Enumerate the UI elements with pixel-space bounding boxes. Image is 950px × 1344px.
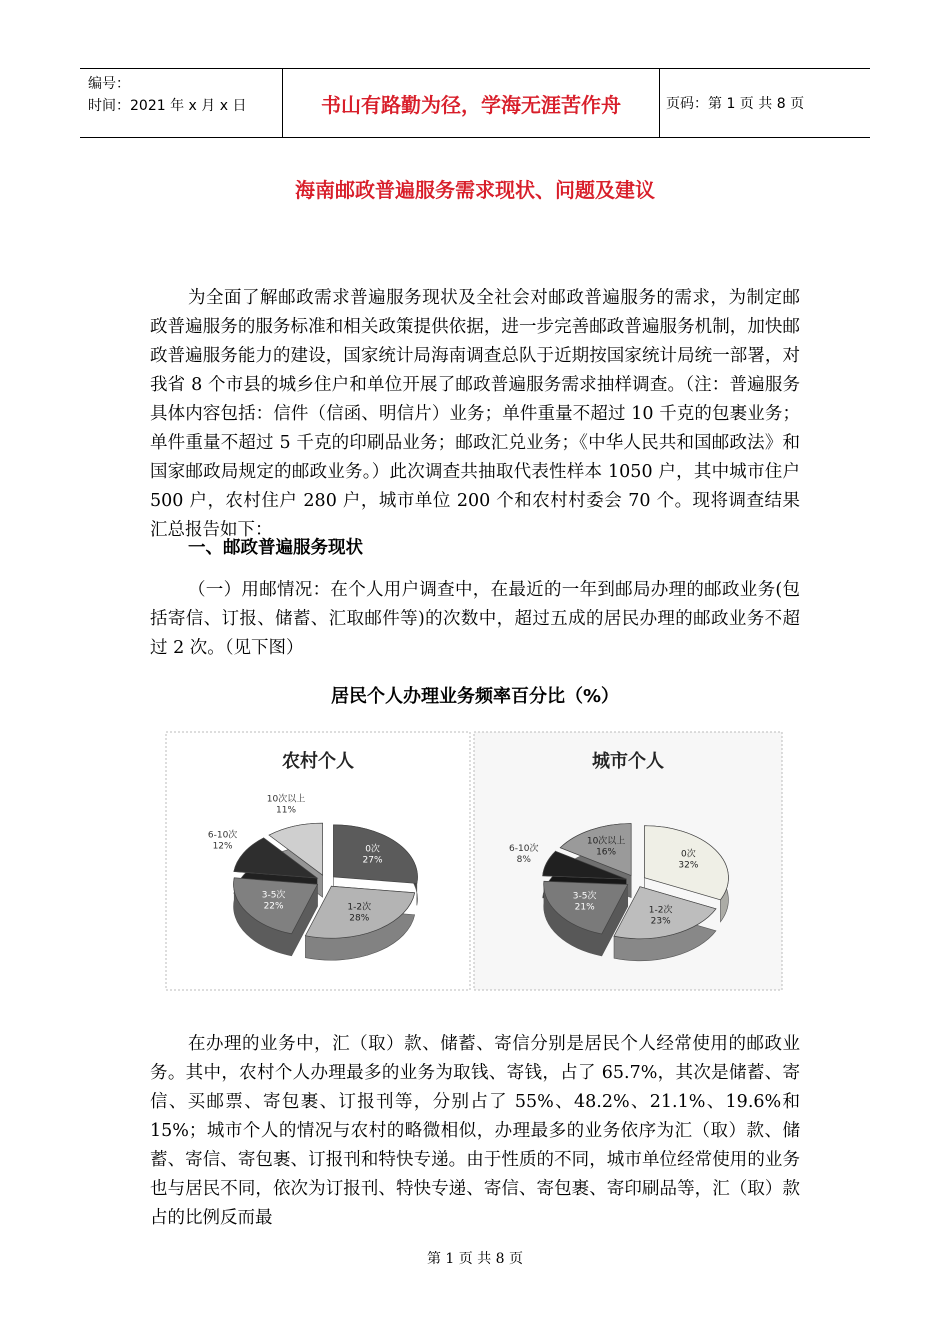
pie-category-label: 0次 xyxy=(365,844,380,855)
pie-category-label: 1-2次 xyxy=(347,902,372,913)
pie-category-label: 0次 xyxy=(681,849,696,860)
pie-percent-label: 16% xyxy=(596,847,617,858)
pie-percent-label: 23% xyxy=(650,916,671,927)
pie-chart-urban xyxy=(473,731,783,991)
pie-category-label: 3-5次 xyxy=(572,891,597,902)
pie-category-label: 6-10次 xyxy=(207,830,238,841)
pie-percent-label: 22% xyxy=(263,901,284,912)
pie-percent-label: 8% xyxy=(516,854,531,865)
pie-percent-label: 28% xyxy=(349,913,370,924)
header-meta xyxy=(80,69,282,137)
pie-chart-rural xyxy=(165,731,471,991)
header-motto: 书山有路勤为径，学海无涯苦作舟 xyxy=(282,69,660,137)
document-title: 海南邮政普遍服务需求现状、问题及建议 xyxy=(295,178,655,202)
pie-title: 农村个人 xyxy=(282,751,354,772)
pie-percent-label: 27% xyxy=(362,855,383,866)
header-page-info: 页码：第 1 页 共 8 页 xyxy=(666,96,805,112)
pie-chart-urban-svg xyxy=(473,731,783,991)
pie-percent-label: 12% xyxy=(212,841,233,852)
section-heading-1: 一、邮政普遍服务现状 xyxy=(188,538,363,558)
business-paragraph: 在办理的业务中，汇（取）款、储蓄、寄信分别是居民个人经常使用的邮政业务。其中，农村个人办理最多的业务为取钱、寄钱，占了 65.7%，其次是储蓄、寄信、买邮票、寄包裹、订报刊等，分别占了 55%、48.2%、21.1%、19.6%和 15%；城市个人的情况与农村的略微相似，办理最多的业务依序为汇（取）款、储蓄、寄信、寄包裹、订报刊和特快专递。由于性质的不同，城市单位经常使用的业务也与居民不同，依次为订报刊、特快专递、寄信、寄包裹、寄印刷品等，汇（取）款占的比例反而最 xyxy=(150,1034,800,1228)
pie-percent-label: 11% xyxy=(276,805,297,816)
intro-paragraph: 为全面了解邮政需求普遍服务现状及全社会对邮政普遍服务的需求，为制定邮政普遍服务的服务标准和相关政策提供依据，进一步完善邮政普遍服务机制，加快邮政普遍服务能力的建设，国家统计局海南调查总队于近期按国家统计局统一部署，对我省 8 个市县的城乡住户和单位开展了邮政普遍服务需求抽样调查。（注：普遍服务具体内容包括：信件（信函、明信片）业务；单件重量不超过 10 千克的包裹业务；单件重量不超过 5 千克的印刷品业务；邮政汇兑业务；《中华人民共和国邮政法》和国家邮政局规定的邮政业务。）此次调查共抽取代表性样本 1050 户，其中城市住户 500 户，农村住户 280 户，城市单位 200 个和农村村委会 70 个。现将调查结果汇总报告如下： xyxy=(150,288,800,540)
pie-percent-label: 21% xyxy=(574,902,595,913)
pie-category-label: 6-10次 xyxy=(509,843,539,854)
chart-title: 居民个人办理业务频率百分比（%） xyxy=(330,686,620,707)
pie-category-label: 1-2次 xyxy=(648,905,673,916)
pie-category-label: 10次以上 xyxy=(266,794,306,805)
pie-title: 城市个人 xyxy=(592,751,664,772)
pie-percent-label: 32% xyxy=(678,860,699,871)
usage-paragraph: （一）用邮情况：在个人用户调查中，在最近的一年到邮局办理的邮政业务(包括寄信、订报、储蓄、汇取邮件等)的次数中，超过五成的居民办理的邮政业务不超过 2 次。（见下图） xyxy=(150,580,800,658)
pie-chart-rural-svg xyxy=(165,731,471,991)
pie-category-label: 10次以上 xyxy=(586,836,626,847)
document-time-label: 时间：2021 年 x 月 x 日 xyxy=(88,98,247,114)
header-table xyxy=(80,68,870,138)
document-number-label: 编号： xyxy=(88,76,130,92)
page-footer: 第 1 页 共 8 页 xyxy=(426,1251,524,1267)
pie-category-label: 3-5次 xyxy=(261,890,286,901)
